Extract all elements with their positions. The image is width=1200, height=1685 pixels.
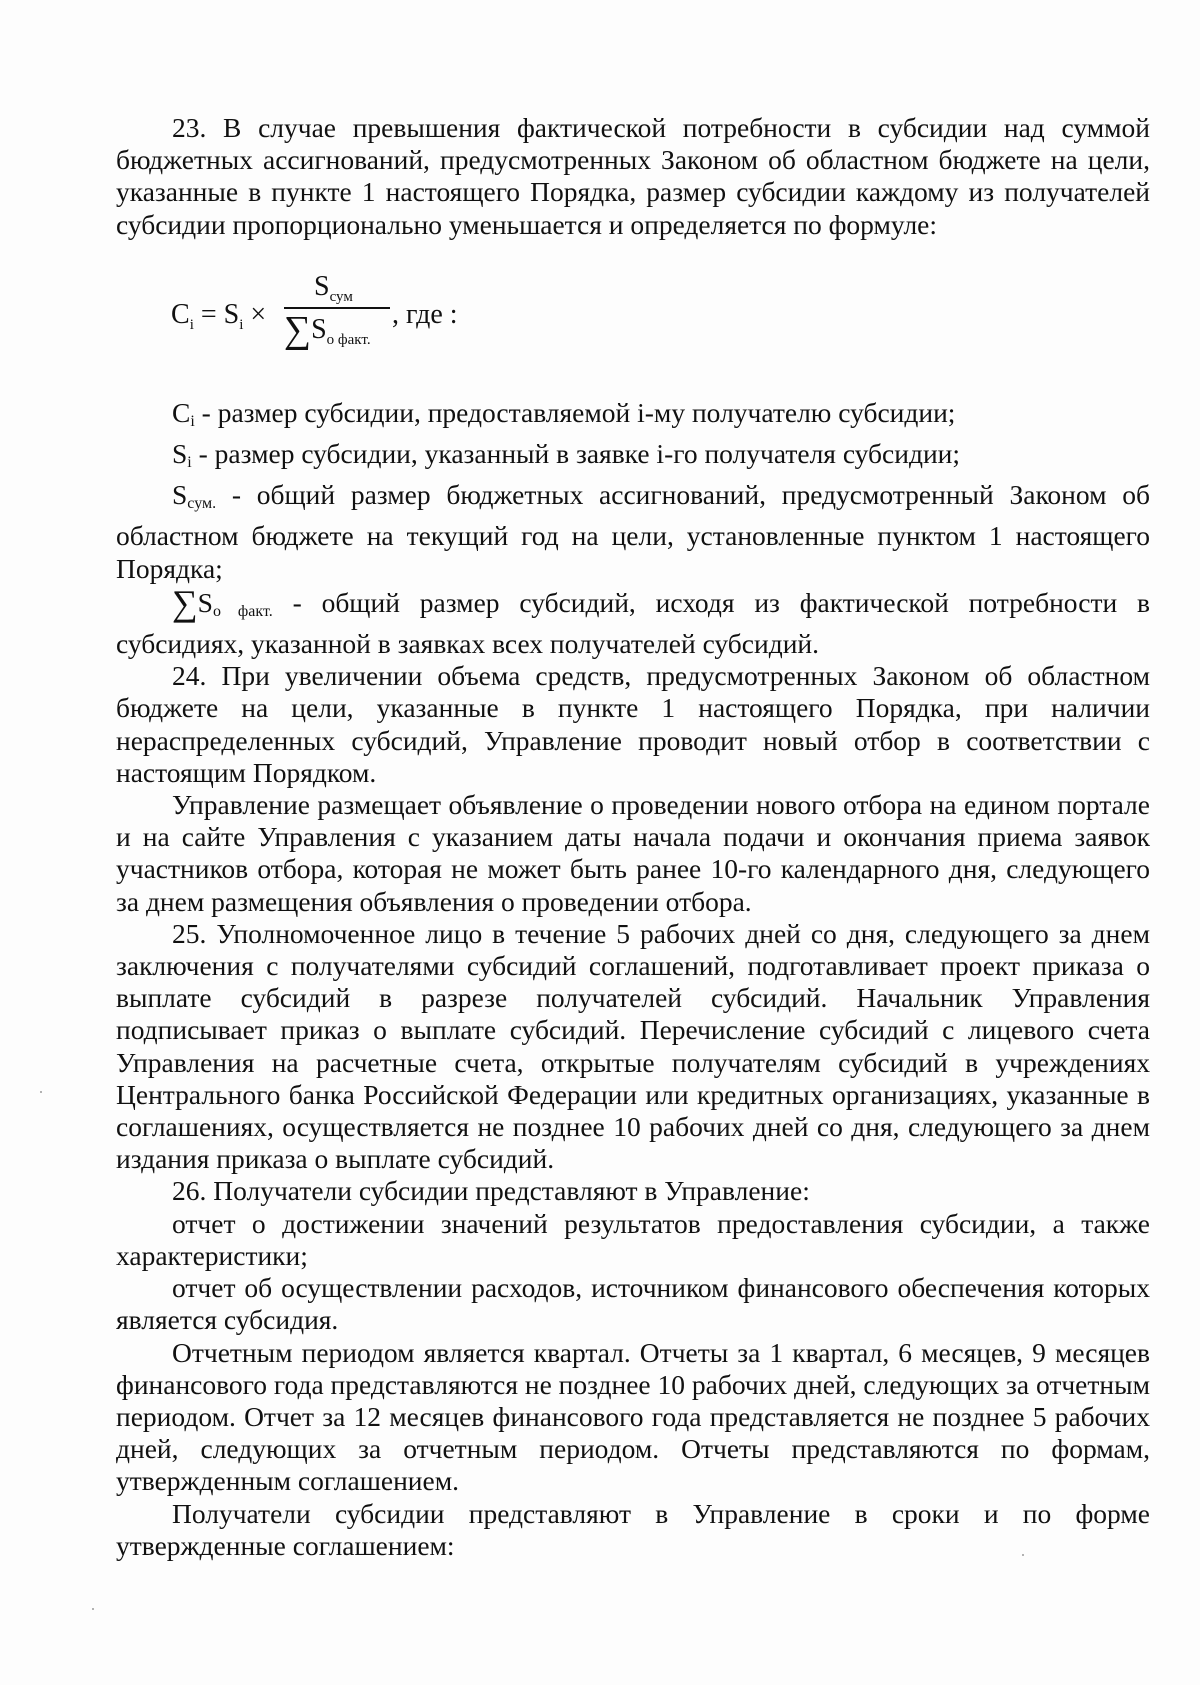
formula-eq: =: [193, 298, 224, 330]
paragraph-24-announcement: Управление размещает объявление о проведении нового отбора на едином портале и на сайте Управления с указанием даты начала подачи и окончания приема заявок участников отбора, которая не может быть ранее 10-го календарного дня, следующего за днем размещения объявления о проведении отбора.: [116, 789, 1150, 917]
paragraph-26-report-results: отчет о достижении значений результатов предоставления субсидии, а также характеристики;: [116, 1207, 1150, 1271]
definition-ssum: [116, 479, 1150, 585]
paragraph-26-reporting-period: Отчетным периодом является квартал. Отчеты за 1 квартал, 6 месяцев, 9 месяцев финансового года представляются не позднее 10 рабочих дней, следующих за отчетным периодом. Отчет за 12 месяцев финансового года представляется не позднее 5 рабочих дней, следующих за отчетным периодом. Отчеты представляются по формам, утвержденным соглашением.: [116, 1336, 1150, 1497]
formula-s: S: [223, 298, 240, 330]
formula-fraction: [284, 271, 390, 355]
definition-sum: [116, 582, 1150, 660]
formula-where: , где :: [392, 298, 458, 330]
formula-denominator: [284, 308, 371, 351]
definition-si: [116, 438, 1150, 479]
paragraph-23: 23. В случае превышения фактической потребности в субсидии над суммой бюджетных ассигнований, предусмотренных Законом об областном бюджете на цели, указанные в пункте 1 настоящего Порядка, размер субсидии каждому из получателей субсидии пропорционально уменьшается и определяется по формуле:: [116, 112, 1150, 240]
paragraph-24: 24. При увеличении объема средств, предусмотренных Законом об областном бюджете на цели, указанные в пункте 1 настоящего Порядка, при наличии нераспределенных субсидий, Управление проводит новый отбор в соответствии с настоящим Порядком.: [116, 660, 1150, 788]
formula-den-sub: о факт.: [326, 331, 371, 348]
formula-c: C: [171, 298, 190, 330]
paragraph-26: 26. Получатели субсидии представляют в Управление:: [172, 1175, 810, 1207]
def-sum-text: - общий размер субсидий, исходя из фактической потребности в субсидиях, указанной в заявках всех получателей субсидий.: [116, 586, 1150, 660]
definition-ci: [116, 397, 1150, 438]
paragraph-25: 25. Уполномоченное лицо в течение 5 рабочих дней со дня, следующего за днем заключения с получателями субсидий соглашений, подготавливает проект приказа о выплате субсидий в разрезе получателей субсидий. Начальник Управления подписывает приказ о выплате субсидий. Перечисление субсидий с лицевого счета Управления на расчетные счета, открытые получателям субсидий в учреждениях Центрального банка Российской Федерации или кредитных организациях, указанные в соглашениях, осуществляется не позднее 10 рабочих дней со дня, следующего за днем издания приказа о выплате субсидий.: [116, 917, 1150, 1175]
scan-speck: [92, 1608, 94, 1610]
def-sum-index: о факт.: [212, 602, 273, 620]
def-ssum-index: сум.: [187, 495, 217, 513]
def-sum-s: S: [197, 586, 213, 618]
paragraph-26-submission: Получатели субсидии представляют в Управление в сроки и по форме утвержденные соглашением:: [116, 1497, 1150, 1561]
def-ci-text: - размер субсидии, предоставляемой i-му получателю субсидии;: [194, 396, 956, 428]
def-ci-symbol: C: [172, 396, 191, 428]
def-sum-sigma: ∑: [172, 582, 198, 623]
def-si-text: - размер субсидии, указанный в заявке i-го получателя субсидии;: [191, 438, 961, 470]
paragraph-26-report-expenses: отчет об осуществлении расходов, источником финансового обеспечения которых является субсидия.: [116, 1272, 1150, 1336]
subsidy-formula: [116, 271, 1150, 359]
formula-lhs: [171, 299, 266, 334]
def-si-index: i: [187, 454, 192, 472]
formula-num-sub: сум: [329, 288, 353, 305]
def-ssum-text: - общий размер бюджетных ассигнований, предусмотренный Законом об областном бюджете на текущий год на цели, установленные пунктом 1 настоящего Порядка;: [116, 479, 1150, 584]
formula-c-index: i: [189, 316, 194, 333]
document-body: [116, 112, 1150, 1562]
scan-speck: [40, 1091, 42, 1093]
scan-speck: [1022, 1554, 1024, 1556]
def-sum-symbol: [172, 582, 273, 623]
formula-s-index: i: [239, 316, 244, 333]
formula-times: ×: [243, 298, 267, 330]
formula-den-s: S: [311, 313, 327, 345]
def-ssum-symbol: S: [172, 479, 188, 511]
formula-numerator: [314, 271, 353, 306]
formula-num-s: S: [314, 270, 330, 302]
def-si-symbol: S: [172, 438, 188, 470]
sigma-symbol: ∑: [284, 308, 312, 351]
def-ci-index: i: [190, 412, 195, 430]
